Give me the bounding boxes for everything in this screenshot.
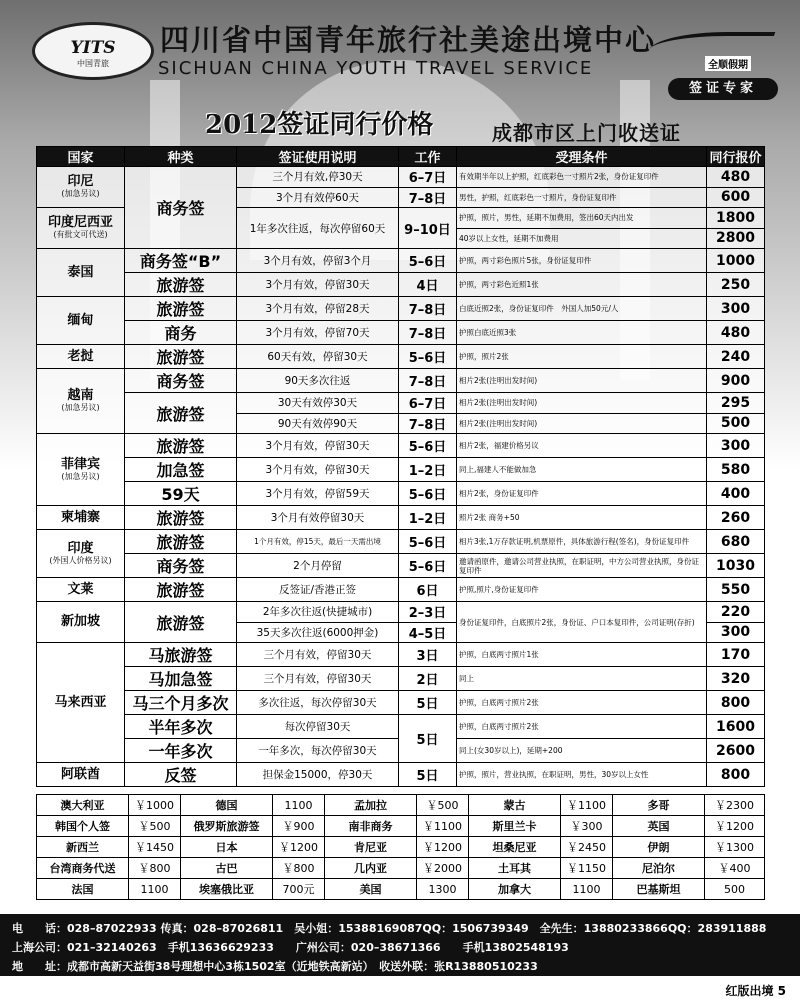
desc-cell: 1个月有效，停15天，最后一天需出境: [237, 530, 399, 554]
country-cell: 阿联酋: [37, 763, 125, 787]
price-cell: 320: [707, 667, 765, 691]
cond-cell: 护照，照片，营业执照，在职证明，男性，30岁以上女性: [457, 763, 707, 787]
grid-country: 尼泊尔: [613, 858, 705, 879]
grid-price: ￥1150: [561, 858, 613, 879]
type-cell: 商务签“B”: [125, 249, 237, 273]
col-conditions: 受理条件: [457, 147, 707, 167]
table-row: [37, 578, 765, 602]
table-row: [37, 434, 765, 458]
brand-name: 全顺假期: [705, 56, 751, 71]
col-type: 种类: [125, 147, 237, 167]
grid-country: 肯尼亚: [325, 837, 417, 858]
type-cell: 旅游签: [125, 602, 237, 643]
table-row: [37, 691, 765, 715]
desc-cell: 3个月有效，停留59天: [237, 482, 399, 506]
cond-cell: 40岁以上女性，延期不加费用: [457, 228, 707, 249]
visa-expert-badge: 签证专家: [668, 78, 778, 100]
cond-cell: 男性，护照，红底彩色一寸照片，身份证复印件: [457, 187, 707, 208]
days-cell: 1–2日: [399, 506, 457, 530]
desc-cell: 3个月有效停60天: [237, 187, 399, 208]
price-cell: 220: [707, 602, 765, 623]
price-cell: 2800: [707, 228, 765, 249]
price-cell: 250: [707, 273, 765, 297]
grid-country: 斯里兰卡: [469, 816, 561, 837]
grid-country: 伊朗: [613, 837, 705, 858]
days-cell: 7–8日: [399, 187, 457, 208]
grid-country: 美国: [325, 879, 417, 900]
grid-price: ￥1000: [129, 795, 181, 816]
type-cell: 旅游签: [125, 297, 237, 321]
days-cell: 4–5日: [399, 622, 457, 643]
cond-cell: 邀请函原件，邀请公司营业执照，在职证明，中方公司营业执照，身份证复印件: [457, 554, 707, 578]
type-cell: 一年多次: [125, 739, 237, 763]
cond-cell: 护照白底近照3张: [457, 321, 707, 345]
cond-cell: 相片2张(注明出发时间): [457, 413, 707, 434]
country-cell: 印度 (外国人价格另议): [37, 530, 125, 578]
cond-cell: 护照，白底两寸照片2张: [457, 715, 707, 739]
grid-country: 澳大利亚: [37, 795, 129, 816]
days-cell: 1–2日: [399, 458, 457, 482]
cond-cell: 白底近照2张，身份证复印件 外国人加50元/人: [457, 297, 707, 321]
price-cell: 550: [707, 578, 765, 602]
grid-country: 台湾商务代送: [37, 858, 129, 879]
price-cell: 260: [707, 506, 765, 530]
grid-row: [37, 837, 765, 858]
days-cell: 6–7日: [399, 393, 457, 414]
grid-country: 英国: [613, 816, 705, 837]
type-cell: 旅游签: [125, 506, 237, 530]
grid-country: 几内亚: [325, 858, 417, 879]
days-cell: 5–6日: [399, 345, 457, 369]
desc-cell: 三个月有效，停留30天: [237, 643, 399, 667]
table-row: [37, 393, 765, 414]
country-cell: 菲律宾 (加急另议): [37, 434, 125, 506]
country-cell: 老挝: [37, 345, 125, 369]
grid-price: 1100: [129, 879, 181, 900]
cond-cell: 相片2张(注明出发时间): [457, 393, 707, 414]
days-cell: 5–6日: [399, 482, 457, 506]
brand-logo: [650, 26, 790, 74]
type-cell: 半年多次: [125, 715, 237, 739]
price-cell: 800: [707, 691, 765, 715]
price-cell: 600: [707, 187, 765, 208]
type-cell: 旅游签: [125, 434, 237, 458]
grid-price: ￥2000: [417, 858, 469, 879]
price-cell: 295: [707, 393, 765, 414]
desc-cell: 30天有效停30天: [237, 393, 399, 414]
grid-row: [37, 816, 765, 837]
cond-cell: 相片3张,1万存款证明,机票原件，具体旅游行程(签名)，身份证复印件: [457, 530, 707, 554]
days-cell: 2日: [399, 667, 457, 691]
type-cell: 商务签: [125, 369, 237, 393]
contact-address: 地 址：成都市高新天益街38号理想中心3栋1502室（近地铁高新站） 收送外联：张R13880510233: [12, 960, 538, 973]
price-cell: 300: [707, 297, 765, 321]
desc-cell: 三个月有效，停留30天: [237, 667, 399, 691]
price-cell: 1800: [707, 208, 765, 229]
desc-cell: 3个月有效，停留30天: [237, 434, 399, 458]
grid-row: [37, 879, 765, 900]
type-cell: 反签: [125, 763, 237, 787]
days-cell: 5–6日: [399, 554, 457, 578]
days-cell: 5日: [399, 715, 457, 763]
table-row: [37, 715, 765, 739]
col-price: 同行报价: [707, 147, 765, 167]
grid-price: 500: [705, 879, 765, 900]
grid-country: 俄罗斯旅游签: [181, 816, 273, 837]
table-row: [37, 506, 765, 530]
country-cell: 马来西亚: [37, 643, 125, 763]
cond-cell: 护照，照片，男性，延期不加费用，签出60天内出发: [457, 208, 707, 229]
desc-cell: 一年多次，每次停留30天: [237, 739, 399, 763]
desc-cell: 3个月有效，停留30天: [237, 273, 399, 297]
type-cell: 59天: [125, 482, 237, 506]
cond-cell: 护照，白底两寸照片1张: [457, 643, 707, 667]
table-row: [37, 297, 765, 321]
grid-price: ￥500: [129, 816, 181, 837]
price-cell: 580: [707, 458, 765, 482]
days-cell: 5日: [399, 691, 457, 715]
cond-cell: 护照，照片2张: [457, 345, 707, 369]
country-cell: 印度尼西亚 (有批文可代送): [37, 208, 125, 249]
desc-cell: 60天有效，停留30天: [237, 345, 399, 369]
grid-price: ￥800: [129, 858, 181, 879]
cond-cell: 相片2张(注明出发时间): [457, 369, 707, 393]
table-row: [37, 321, 765, 345]
type-cell: 马旅游签: [125, 643, 237, 667]
grid-price: ￥800: [273, 858, 325, 879]
table-row: [37, 643, 765, 667]
contact-footer: [0, 914, 800, 976]
price-cell: 240: [707, 345, 765, 369]
desc-cell: 3个月有效，停留28天: [237, 297, 399, 321]
type-cell: 马加急签: [125, 667, 237, 691]
grid-country: 法国: [37, 879, 129, 900]
grid-price: ￥400: [705, 858, 765, 879]
price-cell: 800: [707, 763, 765, 787]
days-cell: 5–6日: [399, 249, 457, 273]
desc-cell: 2年多次往返(快捷城市): [237, 602, 399, 623]
country-cell: 越南 (加急另议): [37, 369, 125, 434]
price-cell: 300: [707, 622, 765, 643]
desc-cell: 90天多次往返: [237, 369, 399, 393]
col-desc: 签证使用说明: [237, 147, 399, 167]
cond-cell: 身份证复印件，白底照片2张，身份证、户口本复印件，公司证明(存折): [457, 602, 707, 643]
price-cell: 300: [707, 434, 765, 458]
grid-price: 700元: [273, 879, 325, 900]
price-cell: 400: [707, 482, 765, 506]
country-cell: 柬埔寨: [37, 506, 125, 530]
grid-country: 德国: [181, 795, 273, 816]
country-cell: 新加坡: [37, 602, 125, 643]
grid-price: ￥1200: [705, 816, 765, 837]
grid-country: 蒙古: [469, 795, 561, 816]
desc-cell: 反签证/香港正签: [237, 578, 399, 602]
grid-country: 日本: [181, 837, 273, 858]
cond-cell: 有效期半年以上护照，红底彩色一寸照片2张，身份证复印件: [457, 167, 707, 188]
grid-country: 新西兰: [37, 837, 129, 858]
grid-country: 多哥: [613, 795, 705, 816]
grid-price: 1300: [417, 879, 469, 900]
cond-cell: 同上(女30岁以上)，延期+200: [457, 739, 707, 763]
days-cell: 7–8日: [399, 369, 457, 393]
desc-cell: 2个月停留: [237, 554, 399, 578]
type-cell: 旅游签: [125, 530, 237, 554]
desc-cell: 多次往返，每次停留30天: [237, 691, 399, 715]
days-cell: 6–7日: [399, 167, 457, 188]
days-cell: 9–10日: [399, 208, 457, 249]
days-cell: 2–3日: [399, 602, 457, 623]
grid-row: [37, 795, 765, 816]
days-cell: 7–8日: [399, 413, 457, 434]
cond-cell: 护照，白底两寸照片2张: [457, 691, 707, 715]
grid-price: ￥1200: [273, 837, 325, 858]
desc-cell: 每次停留30天: [237, 715, 399, 739]
grid-price: ￥300: [561, 816, 613, 837]
logo-subtext: 中国青旅: [77, 59, 109, 68]
other-countries-table: [36, 794, 765, 900]
price-cell: 480: [707, 321, 765, 345]
desc-cell: 35天多次往返(6000押金): [237, 622, 399, 643]
grid-country: 加拿大: [469, 879, 561, 900]
grid-country: 韩国个人签: [37, 816, 129, 837]
desc-cell: 3个月有效，停留30天: [237, 458, 399, 482]
table-row: [37, 273, 765, 297]
country-cell: 泰国: [37, 249, 125, 297]
country-cell: 印尼 (加急另议): [37, 167, 125, 208]
table-row: [37, 369, 765, 393]
days-cell: 5–6日: [399, 434, 457, 458]
cond-cell: 相片2张，福建价格另议: [457, 434, 707, 458]
days-cell: 3日: [399, 643, 457, 667]
grid-country: 坦桑尼亚: [469, 837, 561, 858]
table-row: [37, 554, 765, 578]
cond-cell: 照片2张 商务+50: [457, 506, 707, 530]
table-row: [37, 667, 765, 691]
table-row: [37, 763, 765, 787]
grid-price: ￥1100: [417, 816, 469, 837]
table-row: [37, 482, 765, 506]
price-cell: 170: [707, 643, 765, 667]
page-number: 红版出境 5: [725, 984, 786, 998]
grid-price: ￥500: [417, 795, 469, 816]
grid-price: ￥1300: [705, 837, 765, 858]
company-logo: [32, 22, 154, 80]
type-cell: 旅游签: [125, 393, 237, 434]
cond-cell: 同上: [457, 667, 707, 691]
days-cell: 5日: [399, 763, 457, 787]
grid-price: 1100: [273, 795, 325, 816]
desc-cell: 90天有效停90天: [237, 413, 399, 434]
type-cell: 商务: [125, 321, 237, 345]
desc-cell: 担保金15000，停30天: [237, 763, 399, 787]
days-cell: 6日: [399, 578, 457, 602]
country-cell: 文莱: [37, 578, 125, 602]
col-country: 国家: [37, 147, 125, 167]
price-cell: 1000: [707, 249, 765, 273]
grid-price: ￥1200: [417, 837, 469, 858]
cond-cell: 护照,照片,身份证复印件: [457, 578, 707, 602]
price-cell: 2600: [707, 739, 765, 763]
table-row: [37, 458, 765, 482]
price-cell: 480: [707, 167, 765, 188]
grid-price: 1100: [561, 879, 613, 900]
type-cell: 旅游签: [125, 578, 237, 602]
desc-cell: 1年多次往返，每次停留60天: [237, 208, 399, 249]
price-cell: 1030: [707, 554, 765, 578]
contact-phone: 电 话：028–87022933 传真：028–87026811 吴小姐：15388169087QQ：1506739349 全先生：13880233866QQ：283911888: [12, 922, 767, 935]
price-cell: 1600: [707, 715, 765, 739]
days-cell: 7–8日: [399, 297, 457, 321]
type-cell: 商务签: [125, 167, 237, 249]
cond-cell: 护照，两寸彩色照片5张，身份证复印件: [457, 249, 707, 273]
days-cell: 4日: [399, 273, 457, 297]
grid-price: ￥1100: [561, 795, 613, 816]
type-cell: 商务签: [125, 554, 237, 578]
company-name-en: SICHUAN CHINA YOUTH TRAVEL SERVICE: [158, 58, 594, 79]
grid-country: 埃塞俄比亚: [181, 879, 273, 900]
col-days: 工作: [399, 147, 457, 167]
country-cell: 缅甸: [37, 297, 125, 345]
type-cell: 加急签: [125, 458, 237, 482]
grid-country: 南非商务: [325, 816, 417, 837]
table-row: [37, 167, 765, 188]
grid-country: 孟加拉: [325, 795, 417, 816]
company-name-cn: 四川省中国青年旅行社美途出境中心: [160, 23, 657, 57]
grid-price: ￥900: [273, 816, 325, 837]
grid-country: 古巴: [181, 858, 273, 879]
table-row: [37, 345, 765, 369]
cond-cell: 相片2张，身份证复印件: [457, 482, 707, 506]
page-title: 2012签证同行价格: [205, 110, 434, 140]
type-cell: 马三个月多次: [125, 691, 237, 715]
contact-branches: 上海公司：021–32140263 手机13636629233 广州公司：020–38671366 手机13802548193: [12, 941, 569, 954]
desc-cell: 三个月有效,停30天: [237, 167, 399, 188]
grid-price: ￥2450: [561, 837, 613, 858]
price-cell: 680: [707, 530, 765, 554]
cond-cell: 同上,福建人不能做加急: [457, 458, 707, 482]
price-cell: 900: [707, 369, 765, 393]
desc-cell: 3个月有效，停留3个月: [237, 249, 399, 273]
grid-row: [37, 858, 765, 879]
visa-price-table: [36, 146, 765, 787]
cond-cell: 护照，两寸彩色近照1张: [457, 273, 707, 297]
table-row: [37, 249, 765, 273]
desc-cell: 3个月有效停留30天: [237, 506, 399, 530]
grid-price: ￥2300: [705, 795, 765, 816]
desc-cell: 3个月有效，停留70天: [237, 321, 399, 345]
table-row: [37, 530, 765, 554]
days-cell: 5–6日: [399, 530, 457, 554]
logo-text: YITS: [70, 38, 116, 58]
grid-price: ￥1450: [129, 837, 181, 858]
type-cell: 旅游签: [125, 273, 237, 297]
table-header: [37, 147, 765, 167]
grid-country: 土耳其: [469, 858, 561, 879]
grid-country: 巴基斯坦: [613, 879, 705, 900]
days-cell: 7–8日: [399, 321, 457, 345]
service-subtitle: 成都市区上门收送证: [492, 121, 681, 145]
price-cell: 500: [707, 413, 765, 434]
table-row: [37, 602, 765, 623]
type-cell: 旅游签: [125, 345, 237, 369]
